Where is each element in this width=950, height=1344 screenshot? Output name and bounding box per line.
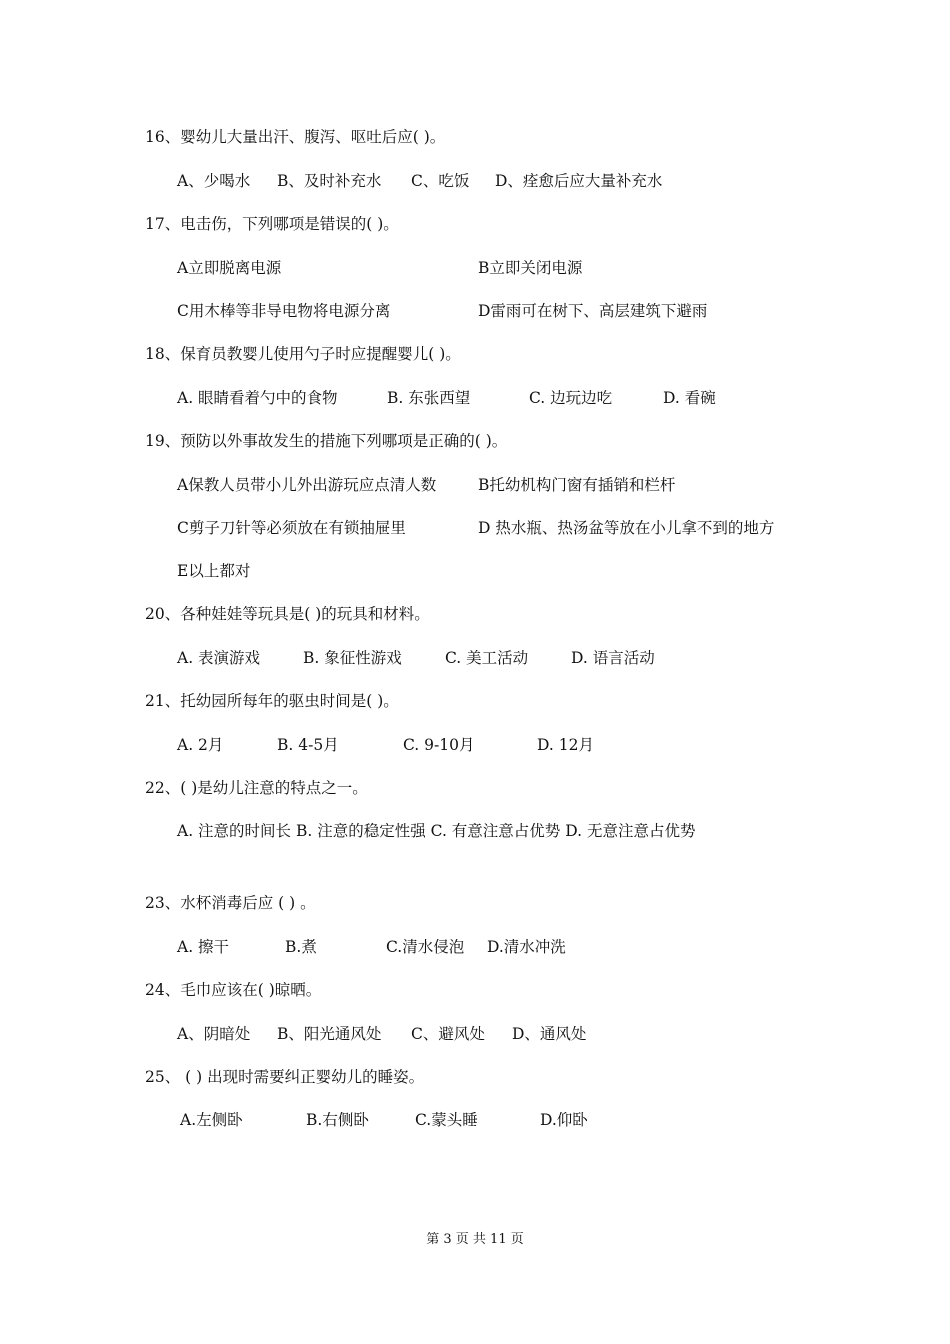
- question-22: 22、( )是幼儿注意的特点之一。: [145, 779, 368, 797]
- q18-option-a: A. 眼睛看着勺中的食物: [177, 389, 338, 407]
- q18-option-c: C. 边玩边吃: [529, 389, 613, 407]
- q21-option-a: A. 2月: [177, 736, 224, 754]
- q21-option-b: B. 4-5月: [277, 736, 339, 754]
- q20-option-b: B. 象征性游戏: [303, 649, 402, 667]
- q25-option-d: D.仰卧: [540, 1111, 588, 1129]
- question-21: 21、托幼园所每年的驱虫时间是( )。: [145, 692, 399, 710]
- q18-option-d: D. 看碗: [663, 389, 716, 407]
- q20-option-c: C. 美工活动: [445, 649, 529, 667]
- question-25: 25、 ( ) 出现时需要纠正婴幼儿的睡姿。: [145, 1068, 425, 1086]
- question-16: 16、婴幼儿大量出汗、腹泻、呕吐后应( )。: [145, 128, 446, 146]
- q25-option-c: C.蒙头睡: [415, 1111, 478, 1129]
- question-20: 20、各种娃娃等玩具是( )的玩具和材料。: [145, 605, 430, 623]
- q21-option-c: C. 9-10月: [403, 736, 475, 754]
- q20-option-a: A. 表演游戏: [177, 649, 261, 667]
- q19-option-e: E以上都对: [177, 562, 251, 580]
- q19-option-c: C剪子刀针等必须放在有锁抽屉里: [177, 519, 406, 537]
- q16-option-c: C、吃饭: [411, 172, 470, 190]
- q23-option-b: B.煮: [285, 938, 317, 956]
- q25-option-b: B.右侧卧: [306, 1111, 369, 1129]
- q17-option-d: D雷雨可在树下、高层建筑下避雨: [478, 302, 708, 320]
- q17-option-c: C用木棒等非导电物将电源分离: [177, 302, 391, 320]
- question-24: 24、毛巾应该在( )晾晒。: [145, 981, 322, 999]
- question-19: 19、预防以外事故发生的措施下列哪项是正确的( )。: [145, 432, 508, 450]
- q17-option-a: A立即脱离电源: [177, 259, 282, 277]
- q19-option-b: B托幼机构门窗有插销和栏杆: [478, 476, 676, 494]
- q23-option-c: C.清水侵泡: [386, 938, 465, 956]
- q19-option-d: D 热水瓶、热汤盆等放在小儿拿不到的地方: [478, 519, 775, 537]
- q21-option-d: D. 12月: [537, 736, 594, 754]
- q24-option-c: C、避风处: [411, 1025, 485, 1043]
- page-footer: 第 3 页 共 11 页: [426, 1232, 524, 1247]
- q25-option-a: A.左侧卧: [180, 1111, 243, 1129]
- q16-option-d: D、痊愈后应大量补充水: [495, 172, 663, 190]
- q24-option-d: D、通风处: [512, 1025, 587, 1043]
- question-18: 18、保育员教婴儿使用勺子时应提醒婴儿( )。: [145, 345, 461, 363]
- q20-option-d: D. 语言活动: [571, 649, 655, 667]
- q22-options: A. 注意的时间长 B. 注意的稳定性强 C. 有意注意占优势 D. 无意注意占优势: [177, 822, 696, 840]
- question-17: 17、电击伤，下列哪项是错误的( )。: [145, 215, 399, 233]
- q18-option-b: B. 东张西望: [387, 389, 471, 407]
- q24-option-a: A、阴暗处: [177, 1025, 251, 1043]
- q16-option-b: B、及时补充水: [277, 172, 382, 190]
- q23-option-a: A. 擦干: [177, 938, 230, 956]
- q17-option-b: B立即关闭电源: [478, 259, 583, 277]
- q24-option-b: B、阳光通风处: [277, 1025, 382, 1043]
- q19-option-a: A保教人员带小儿外出游玩应点清人数: [177, 476, 437, 494]
- q16-option-a: A、少喝水: [177, 172, 251, 190]
- q23-option-d: D.清水冲洗: [487, 938, 566, 956]
- question-23: 23、水杯消毒后应 ( ) 。: [145, 894, 316, 912]
